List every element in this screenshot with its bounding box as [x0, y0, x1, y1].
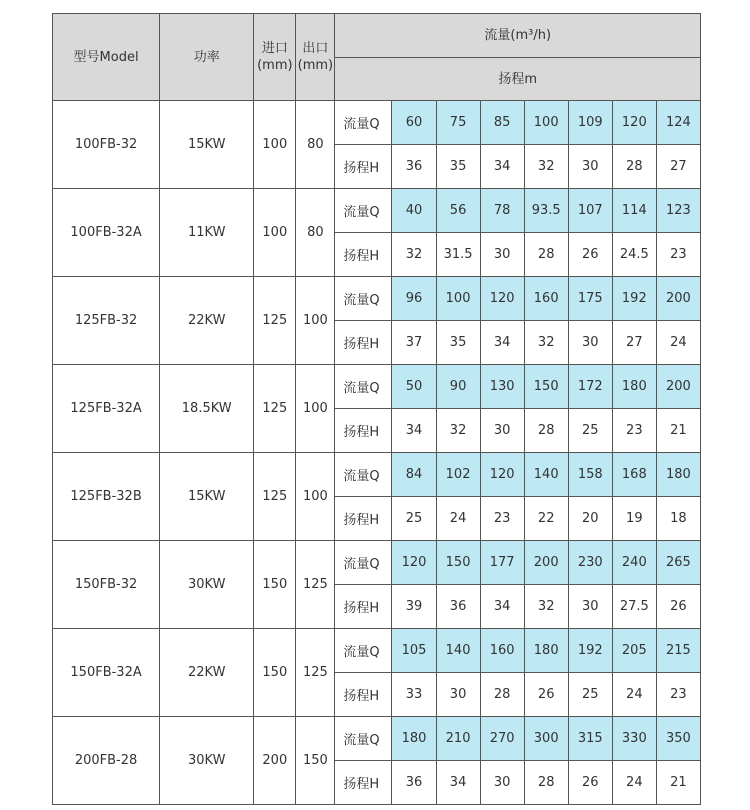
head-value: 33 [392, 673, 436, 717]
head-value: 24 [656, 321, 700, 365]
flow-value: 60 [392, 101, 436, 145]
outlet-cell: 80 [296, 101, 335, 189]
flow-value: 200 [656, 365, 700, 409]
flow-value: 210 [436, 717, 480, 761]
head-label: 扬程H [335, 585, 392, 629]
flow-value: 102 [436, 453, 480, 497]
head-value: 21 [656, 409, 700, 453]
flow-value: 180 [392, 717, 436, 761]
flow-value: 192 [568, 629, 612, 673]
flow-value: 120 [480, 453, 524, 497]
model-cell: 100FB-32A [53, 189, 160, 277]
flow-value: 315 [568, 717, 612, 761]
model-cell: 100FB-32 [53, 101, 160, 189]
outlet-cell: 125 [296, 541, 335, 629]
flow-value: 150 [436, 541, 480, 585]
flow-value: 75 [436, 101, 480, 145]
flow-value: 177 [480, 541, 524, 585]
flow-value: 40 [392, 189, 436, 233]
table-body [53, 101, 701, 805]
flow-label: 流量Q [335, 365, 392, 409]
head-value: 34 [480, 585, 524, 629]
flow-value: 150 [524, 365, 568, 409]
head-value: 28 [612, 145, 656, 189]
flow-value: 123 [656, 189, 700, 233]
pump-spec-table [52, 13, 701, 805]
inlet-cell: 100 [254, 101, 296, 189]
flow-value: 180 [656, 453, 700, 497]
flow-value: 78 [480, 189, 524, 233]
head-value: 35 [436, 145, 480, 189]
inlet-cell: 125 [254, 453, 296, 541]
flow-value: 107 [568, 189, 612, 233]
flow-value: 200 [524, 541, 568, 585]
head-value: 32 [436, 409, 480, 453]
flow-value: 158 [568, 453, 612, 497]
flow-value: 172 [568, 365, 612, 409]
header-model: 型号Model [53, 14, 160, 101]
head-value: 36 [436, 585, 480, 629]
flow-value: 160 [480, 629, 524, 673]
flow-value: 56 [436, 189, 480, 233]
head-label: 扬程H [335, 761, 392, 805]
flow-value: 105 [392, 629, 436, 673]
head-value: 20 [568, 497, 612, 541]
flow-value: 180 [524, 629, 568, 673]
head-value: 18 [656, 497, 700, 541]
power-cell: 22KW [160, 629, 254, 717]
flow-value: 215 [656, 629, 700, 673]
head-label: 扬程H [335, 233, 392, 277]
pump-flow-row [53, 629, 701, 673]
power-cell: 30KW [160, 541, 254, 629]
head-label: 扬程H [335, 145, 392, 189]
head-value: 19 [612, 497, 656, 541]
inlet-cell: 200 [254, 717, 296, 805]
flow-value: 96 [392, 277, 436, 321]
power-cell: 30KW [160, 717, 254, 805]
head-value: 23 [656, 673, 700, 717]
flow-value: 230 [568, 541, 612, 585]
power-cell: 22KW [160, 277, 254, 365]
outlet-cell: 125 [296, 629, 335, 717]
head-value: 22 [524, 497, 568, 541]
head-value: 39 [392, 585, 436, 629]
head-value: 32 [392, 233, 436, 277]
pump-flow-row [53, 189, 701, 233]
head-value: 30 [436, 673, 480, 717]
head-value: 30 [568, 145, 612, 189]
outlet-cell: 100 [296, 365, 335, 453]
model-cell: 150FB-32 [53, 541, 160, 629]
head-value: 30 [568, 585, 612, 629]
head-value: 24 [612, 761, 656, 805]
inlet-cell: 150 [254, 629, 296, 717]
model-cell: 125FB-32 [53, 277, 160, 365]
header-head: 扬程m [335, 58, 701, 101]
head-value: 25 [392, 497, 436, 541]
head-value: 37 [392, 321, 436, 365]
head-value: 31.5 [436, 233, 480, 277]
power-cell: 15KW [160, 453, 254, 541]
model-cell: 125FB-32A [53, 365, 160, 453]
head-value: 26 [656, 585, 700, 629]
head-value: 25 [568, 409, 612, 453]
flow-value: 175 [568, 277, 612, 321]
head-label: 扬程H [335, 673, 392, 717]
flow-value: 114 [612, 189, 656, 233]
header-power: 功率 [160, 14, 254, 101]
flow-value: 50 [392, 365, 436, 409]
flow-label: 流量Q [335, 189, 392, 233]
head-value: 35 [436, 321, 480, 365]
model-cell: 150FB-32A [53, 629, 160, 717]
flow-value: 300 [524, 717, 568, 761]
head-value: 30 [568, 321, 612, 365]
flow-value: 124 [656, 101, 700, 145]
pump-flow-row [53, 277, 701, 321]
pump-flow-row [53, 717, 701, 761]
flow-value: 120 [612, 101, 656, 145]
flow-value: 90 [436, 365, 480, 409]
flow-label: 流量Q [335, 101, 392, 145]
flow-value: 330 [612, 717, 656, 761]
flow-value: 100 [436, 277, 480, 321]
power-cell: 11KW [160, 189, 254, 277]
flow-value: 120 [480, 277, 524, 321]
head-value: 36 [392, 761, 436, 805]
flow-value: 109 [568, 101, 612, 145]
outlet-cell: 100 [296, 453, 335, 541]
outlet-cell: 100 [296, 277, 335, 365]
model-cell: 200FB-28 [53, 717, 160, 805]
flow-value: 200 [656, 277, 700, 321]
head-value: 30 [480, 761, 524, 805]
power-cell: 15KW [160, 101, 254, 189]
head-value: 32 [524, 321, 568, 365]
head-value: 28 [524, 233, 568, 277]
head-value: 24.5 [612, 233, 656, 277]
model-cell: 125FB-32B [53, 453, 160, 541]
head-value: 27 [656, 145, 700, 189]
head-value: 30 [480, 409, 524, 453]
head-value: 32 [524, 145, 568, 189]
flow-value: 240 [612, 541, 656, 585]
head-label: 扬程H [335, 497, 392, 541]
flow-value: 270 [480, 717, 524, 761]
outlet-cell: 150 [296, 717, 335, 805]
head-value: 26 [568, 233, 612, 277]
flow-value: 84 [392, 453, 436, 497]
inlet-cell: 150 [254, 541, 296, 629]
flow-label: 流量Q [335, 277, 392, 321]
flow-value: 168 [612, 453, 656, 497]
head-value: 30 [480, 233, 524, 277]
head-value: 34 [480, 145, 524, 189]
header-outlet: 出口(mm) [296, 14, 335, 101]
head-value: 34 [392, 409, 436, 453]
head-value: 32 [524, 585, 568, 629]
head-value: 28 [524, 761, 568, 805]
head-value: 23 [480, 497, 524, 541]
flow-value: 180 [612, 365, 656, 409]
head-label: 扬程H [335, 409, 392, 453]
head-value: 26 [524, 673, 568, 717]
head-value: 25 [568, 673, 612, 717]
flow-value: 130 [480, 365, 524, 409]
head-value: 34 [480, 321, 524, 365]
flow-value: 85 [480, 101, 524, 145]
header-inlet: 进口(mm) [254, 14, 296, 101]
head-value: 27.5 [612, 585, 656, 629]
header-row [53, 14, 701, 58]
inlet-cell: 125 [254, 365, 296, 453]
head-value: 24 [436, 497, 480, 541]
flow-value: 120 [392, 541, 436, 585]
flow-value: 265 [656, 541, 700, 585]
flow-value: 100 [524, 101, 568, 145]
head-label: 扬程H [335, 321, 392, 365]
flow-label: 流量Q [335, 453, 392, 497]
pump-flow-row [53, 453, 701, 497]
inlet-cell: 125 [254, 277, 296, 365]
flow-value: 140 [436, 629, 480, 673]
flow-value: 192 [612, 277, 656, 321]
flow-value: 350 [656, 717, 700, 761]
head-value: 21 [656, 761, 700, 805]
head-value: 26 [568, 761, 612, 805]
head-value: 23 [656, 233, 700, 277]
header-flow: 流量(m³/h) [335, 14, 701, 58]
outlet-cell: 80 [296, 189, 335, 277]
power-cell: 18.5KW [160, 365, 254, 453]
head-value: 34 [436, 761, 480, 805]
flow-value: 205 [612, 629, 656, 673]
pump-flow-row [53, 365, 701, 409]
head-value: 36 [392, 145, 436, 189]
flow-label: 流量Q [335, 717, 392, 761]
flow-value: 93.5 [524, 189, 568, 233]
head-value: 28 [524, 409, 568, 453]
head-value: 24 [612, 673, 656, 717]
flow-label: 流量Q [335, 541, 392, 585]
pump-flow-row [53, 101, 701, 145]
inlet-cell: 100 [254, 189, 296, 277]
flow-value: 140 [524, 453, 568, 497]
head-value: 28 [480, 673, 524, 717]
flow-label: 流量Q [335, 629, 392, 673]
head-value: 27 [612, 321, 656, 365]
pump-flow-row [53, 541, 701, 585]
head-value: 23 [612, 409, 656, 453]
flow-value: 160 [524, 277, 568, 321]
